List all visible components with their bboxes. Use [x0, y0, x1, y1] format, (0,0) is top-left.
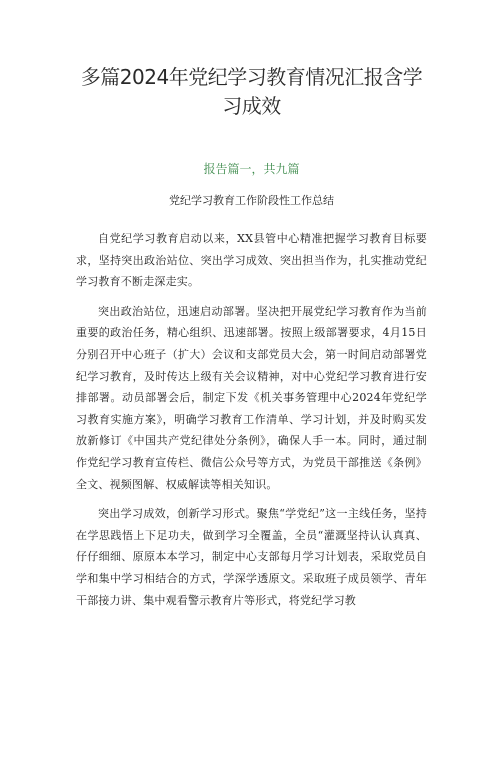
- document-title: 多篇2024年党纪学习教育情况汇报含学习成效: [80, 65, 423, 118]
- body-paragraph: 突出学习成效，创新学习形式。聚焦“学党纪”这一主线任务，坚持在学思践悟上下足功夫，做到学习全覆盖，全员“灌溉坚持认认真真、仔仔细细、原原本本学习，制定中心支部每月学习计划表，采取党员自学和集中学习相结合的方式，学深学透原文。采取班子成员领学、青年干部接力讲、集中观看警示教育片等形式，将党纪学习教: [76, 507, 427, 607]
- body-paragraph: 自党纪学习教育启动以来，XX县管中心精准把握学习教育目标要求，坚持突出政治站位、突出学习成效、突出担当作为，扎实推动党纪学习教育不断走深走实。: [76, 232, 427, 289]
- section-heading: 报告篇一，共九篇: [203, 162, 300, 176]
- document-page: [0, 63, 500, 770]
- report-subheading: 党纪学习教育工作阶段性工作总结: [169, 194, 334, 207]
- body-paragraph: 突出政治站位，迅速启动部署。坚决把开展党纪学习教育作为当前重要的政治任务，精心组织、迅速部署。按照上级部署要求，4月15日分别召开中心班子（扩大）会议和支部党员大会，第一时间启动部署党纪学习教育，及时传达上级有关会议精神，对中心党纪学习教育进行安排部署。动员部署会后，制定下发《机关事务管理中心2024年党纪学习教育实施方案》，明确学习教育工作清单、学习计划，并及时购买发放新修订《中国共产党纪律处分条例》，确保人手一本。同时，通过制作党纪学习教育宣传栏、微信公众号等方式，为党员干部推送《条例》全文、视频图解、权威解读等相关知识。: [76, 304, 427, 491]
